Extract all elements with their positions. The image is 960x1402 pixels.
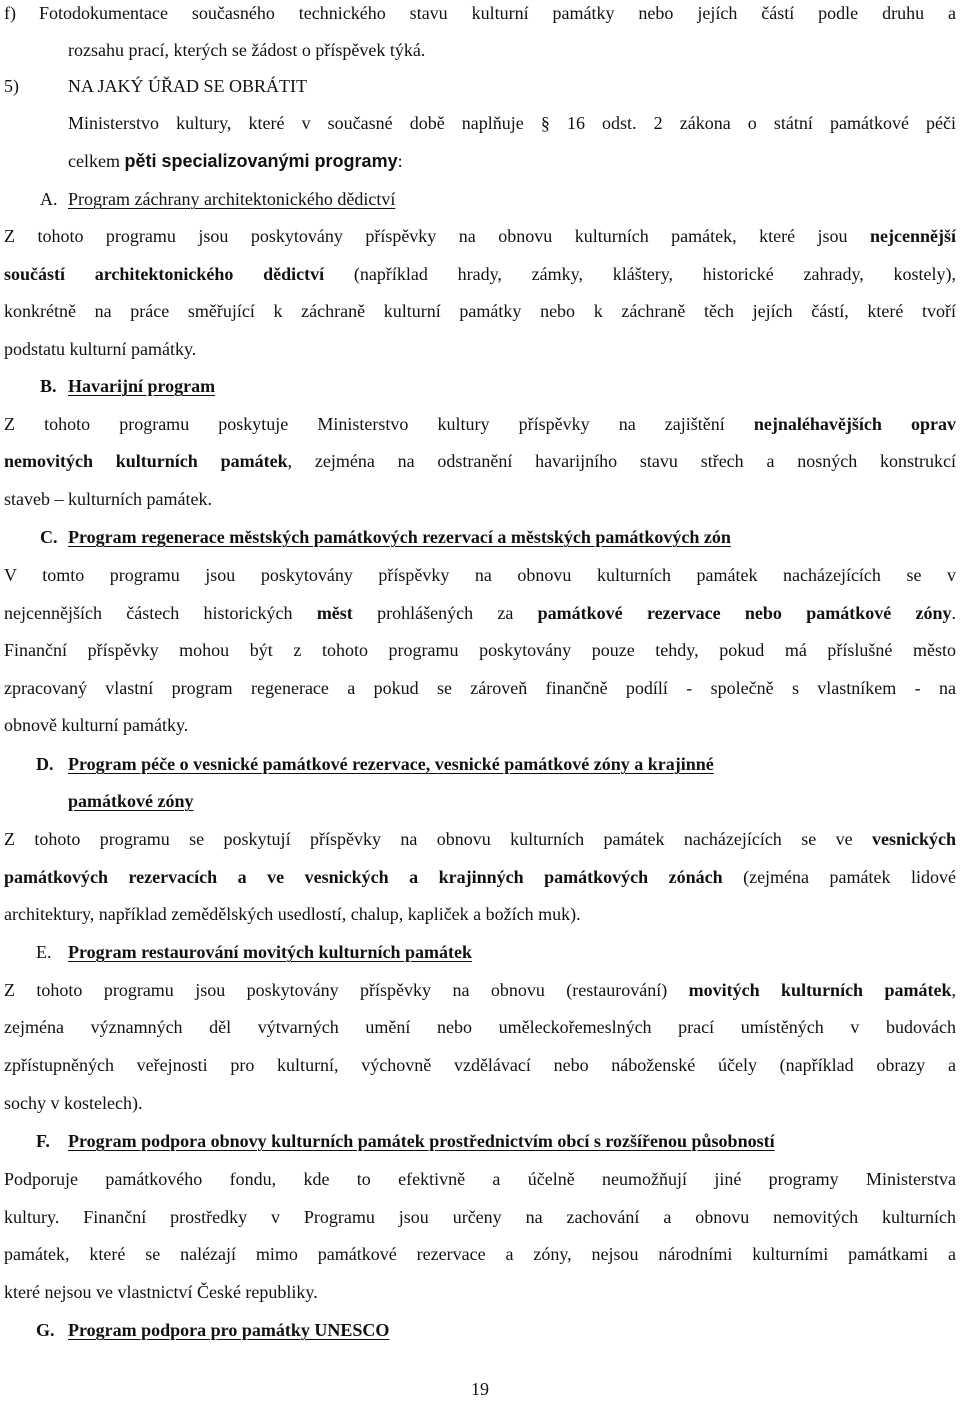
program-f-heading — [36, 1128, 956, 1154]
text-run: Z tohoto programu jsou poskytovány příspěvky na obnovu (restaurování) — [4, 980, 689, 1000]
program-a-line-4: podstatu kulturní památky. — [4, 339, 197, 359]
section-5-text-1: Ministerstvo kultury, které v současné době naplňuje § 16 odst. 2 zákona o státní památkové péči — [68, 113, 956, 133]
program-d-letter: D. — [36, 754, 54, 774]
program-c-letter: C. — [40, 527, 58, 547]
program-d-title-1: Program péče o vesnické památkové rezervace, vesnické památkové zóny a krajinné — [68, 754, 714, 774]
section-5-heading — [4, 73, 956, 99]
program-e-title: Program restaurování movitých kulturních památek — [68, 942, 472, 962]
program-c-line-1: V tomto programu jsou poskytovány příspěvky na obnovu kulturních památek nacházejících se v — [4, 565, 956, 585]
program-e-line-2: zejména významných děl výtvarných umění nebo uměleckořemeslných prací umístěných v budovách — [4, 1017, 956, 1037]
bold-run: nejcennější — [870, 226, 956, 246]
program-e-line-1 — [4, 977, 956, 1003]
program-b-line-2 — [4, 448, 956, 474]
program-f-line-3: památek, které se nalézají mimo památkové rezervace a zóny, nejsou národními kulturními památkami a — [4, 1244, 956, 1264]
program-e-letter: E. — [36, 942, 52, 962]
program-d-line-1 — [4, 826, 956, 852]
text-run: nejcennějších částech historických — [4, 603, 317, 623]
program-f-line-2: kultury. Finanční prostředky v Programu jsou určeny na zachování a obnovu nemovitých kulturních — [4, 1207, 956, 1227]
bold-run: pěti specializovanými programy — [124, 151, 398, 171]
list-item-f-line-1 — [4, 0, 956, 26]
text-run: (například hrady, zámky, kláštery, historické zahrady, kostely), — [324, 264, 957, 284]
program-a-letter: A. — [40, 189, 58, 209]
program-g-heading — [36, 1317, 956, 1343]
program-d-line-3: architektury, například zemědělských usedlostí, chalup, kapliček a božích muk). — [4, 904, 581, 924]
bold-run: nemovitých kulturních památek — [4, 451, 288, 471]
list-item-f-line-2: rozsahu prací, kterých se žádost o příspěvek týká. — [68, 40, 426, 60]
program-c-line-3: Finanční příspěvky mohou být z tohoto programu poskytovány pouze tehdy, pokud má příslušné město — [4, 640, 956, 660]
program-a-line-3: konkrétně na práce směřující k záchraně kulturní památky nebo k záchraně těch jejích částí, které tvoří — [4, 301, 956, 321]
text-run: Z tohoto programu poskytuje Ministerstvo kultury příspěvky na zajištění — [4, 414, 754, 434]
text-run: Z tohoto programu se poskytují příspěvky na obnovu kulturních památek nacházejících se ve — [4, 829, 872, 849]
bold-run: památkových rezervacích a ve vesnických a krajinných památkových zónách — [4, 867, 723, 887]
section-5-title: NA JAKÝ ÚŘAD SE OBRÁTIT — [68, 76, 308, 96]
text-run: celkem — [68, 151, 125, 171]
program-c-line-5: obnově kulturní památky. — [4, 715, 189, 735]
bold-run: movitých kulturních památek — [688, 980, 952, 1000]
program-b-title: Havarijní program — [68, 376, 216, 396]
program-c-line-2 — [4, 600, 956, 626]
program-e-line-3: zpřístupněných veřejnosti pro kulturní, výchovně vzdělávací nebo náboženské účely (například obrazy a — [4, 1055, 956, 1075]
program-d-title-2: památkové zóny — [68, 791, 194, 811]
program-c-title: Program regenerace městských památkových rezervací a městských památkových zón — [68, 527, 731, 547]
program-f-title: Program podpora obnovy kulturních památek prostřednictvím obcí s rozšířenou působností — [68, 1131, 775, 1151]
program-d-line-2 — [4, 864, 956, 890]
program-b-line-1 — [4, 411, 956, 437]
program-d-heading-2 — [68, 788, 956, 814]
program-c-line-4: zpracovaný vlastní program regenerace a pokud se zároveň finančně podílí - společně s vlastníkem - na — [4, 678, 956, 698]
text-run: . — [951, 603, 956, 623]
program-f-line-1: Podporuje památkového fondu, kde to efektivně a účelně neumožňují jiné programy Ministerstva — [4, 1169, 956, 1189]
text-run: , — [951, 980, 956, 1000]
program-f-line-4: které nejsou ve vlastnictví České republiky. — [4, 1282, 318, 1302]
program-b-heading — [40, 373, 956, 399]
program-e-line-4: sochy v kostelech). — [4, 1093, 143, 1113]
text-run: , zejména na odstranění havarijního stavu střech a nosných konstrukcí — [287, 451, 956, 471]
section-5-label: 5) — [4, 76, 19, 96]
list-label-f: f) — [4, 3, 16, 23]
program-a-title: Program záchrany architektonického dědictví — [68, 189, 396, 209]
text-run: (zejména památek lidové — [722, 867, 956, 887]
program-a-heading — [40, 186, 956, 212]
program-g-letter: G. — [36, 1320, 55, 1340]
program-b-line-3: staveb – kulturních památek. — [4, 489, 212, 509]
bold-run: měst — [316, 603, 353, 623]
bold-run: součástí architektonického dědictví — [4, 264, 325, 284]
list-item-f-text: Fotodokumentace současného technického stavu kulturní památky nebo jejích částí podle druhu a — [39, 3, 956, 23]
program-a-line-1 — [4, 223, 956, 249]
program-d-heading-1 — [36, 751, 956, 777]
page-number: 19 — [471, 1379, 489, 1399]
bold-run: památkové rezervace nebo památkové zóny — [537, 603, 952, 623]
program-g-title: Program podpora pro památky UNESCO — [68, 1320, 390, 1340]
program-f-letter: F. — [36, 1131, 50, 1151]
text-run: : — [397, 151, 403, 171]
text-run: Z tohoto programu jsou poskytovány příspěvky na obnovu kulturních památek, které jsou — [4, 226, 871, 246]
program-a-line-2 — [4, 261, 956, 287]
text-run: prohlášených za — [352, 603, 538, 623]
bold-run: vesnických — [871, 829, 956, 849]
bold-run: nejnaléhavějších oprav — [753, 414, 956, 434]
program-c-heading — [40, 524, 956, 550]
program-b-letter: B. — [40, 376, 57, 396]
section-5-text-2 — [68, 148, 956, 174]
program-e-heading — [36, 939, 956, 965]
